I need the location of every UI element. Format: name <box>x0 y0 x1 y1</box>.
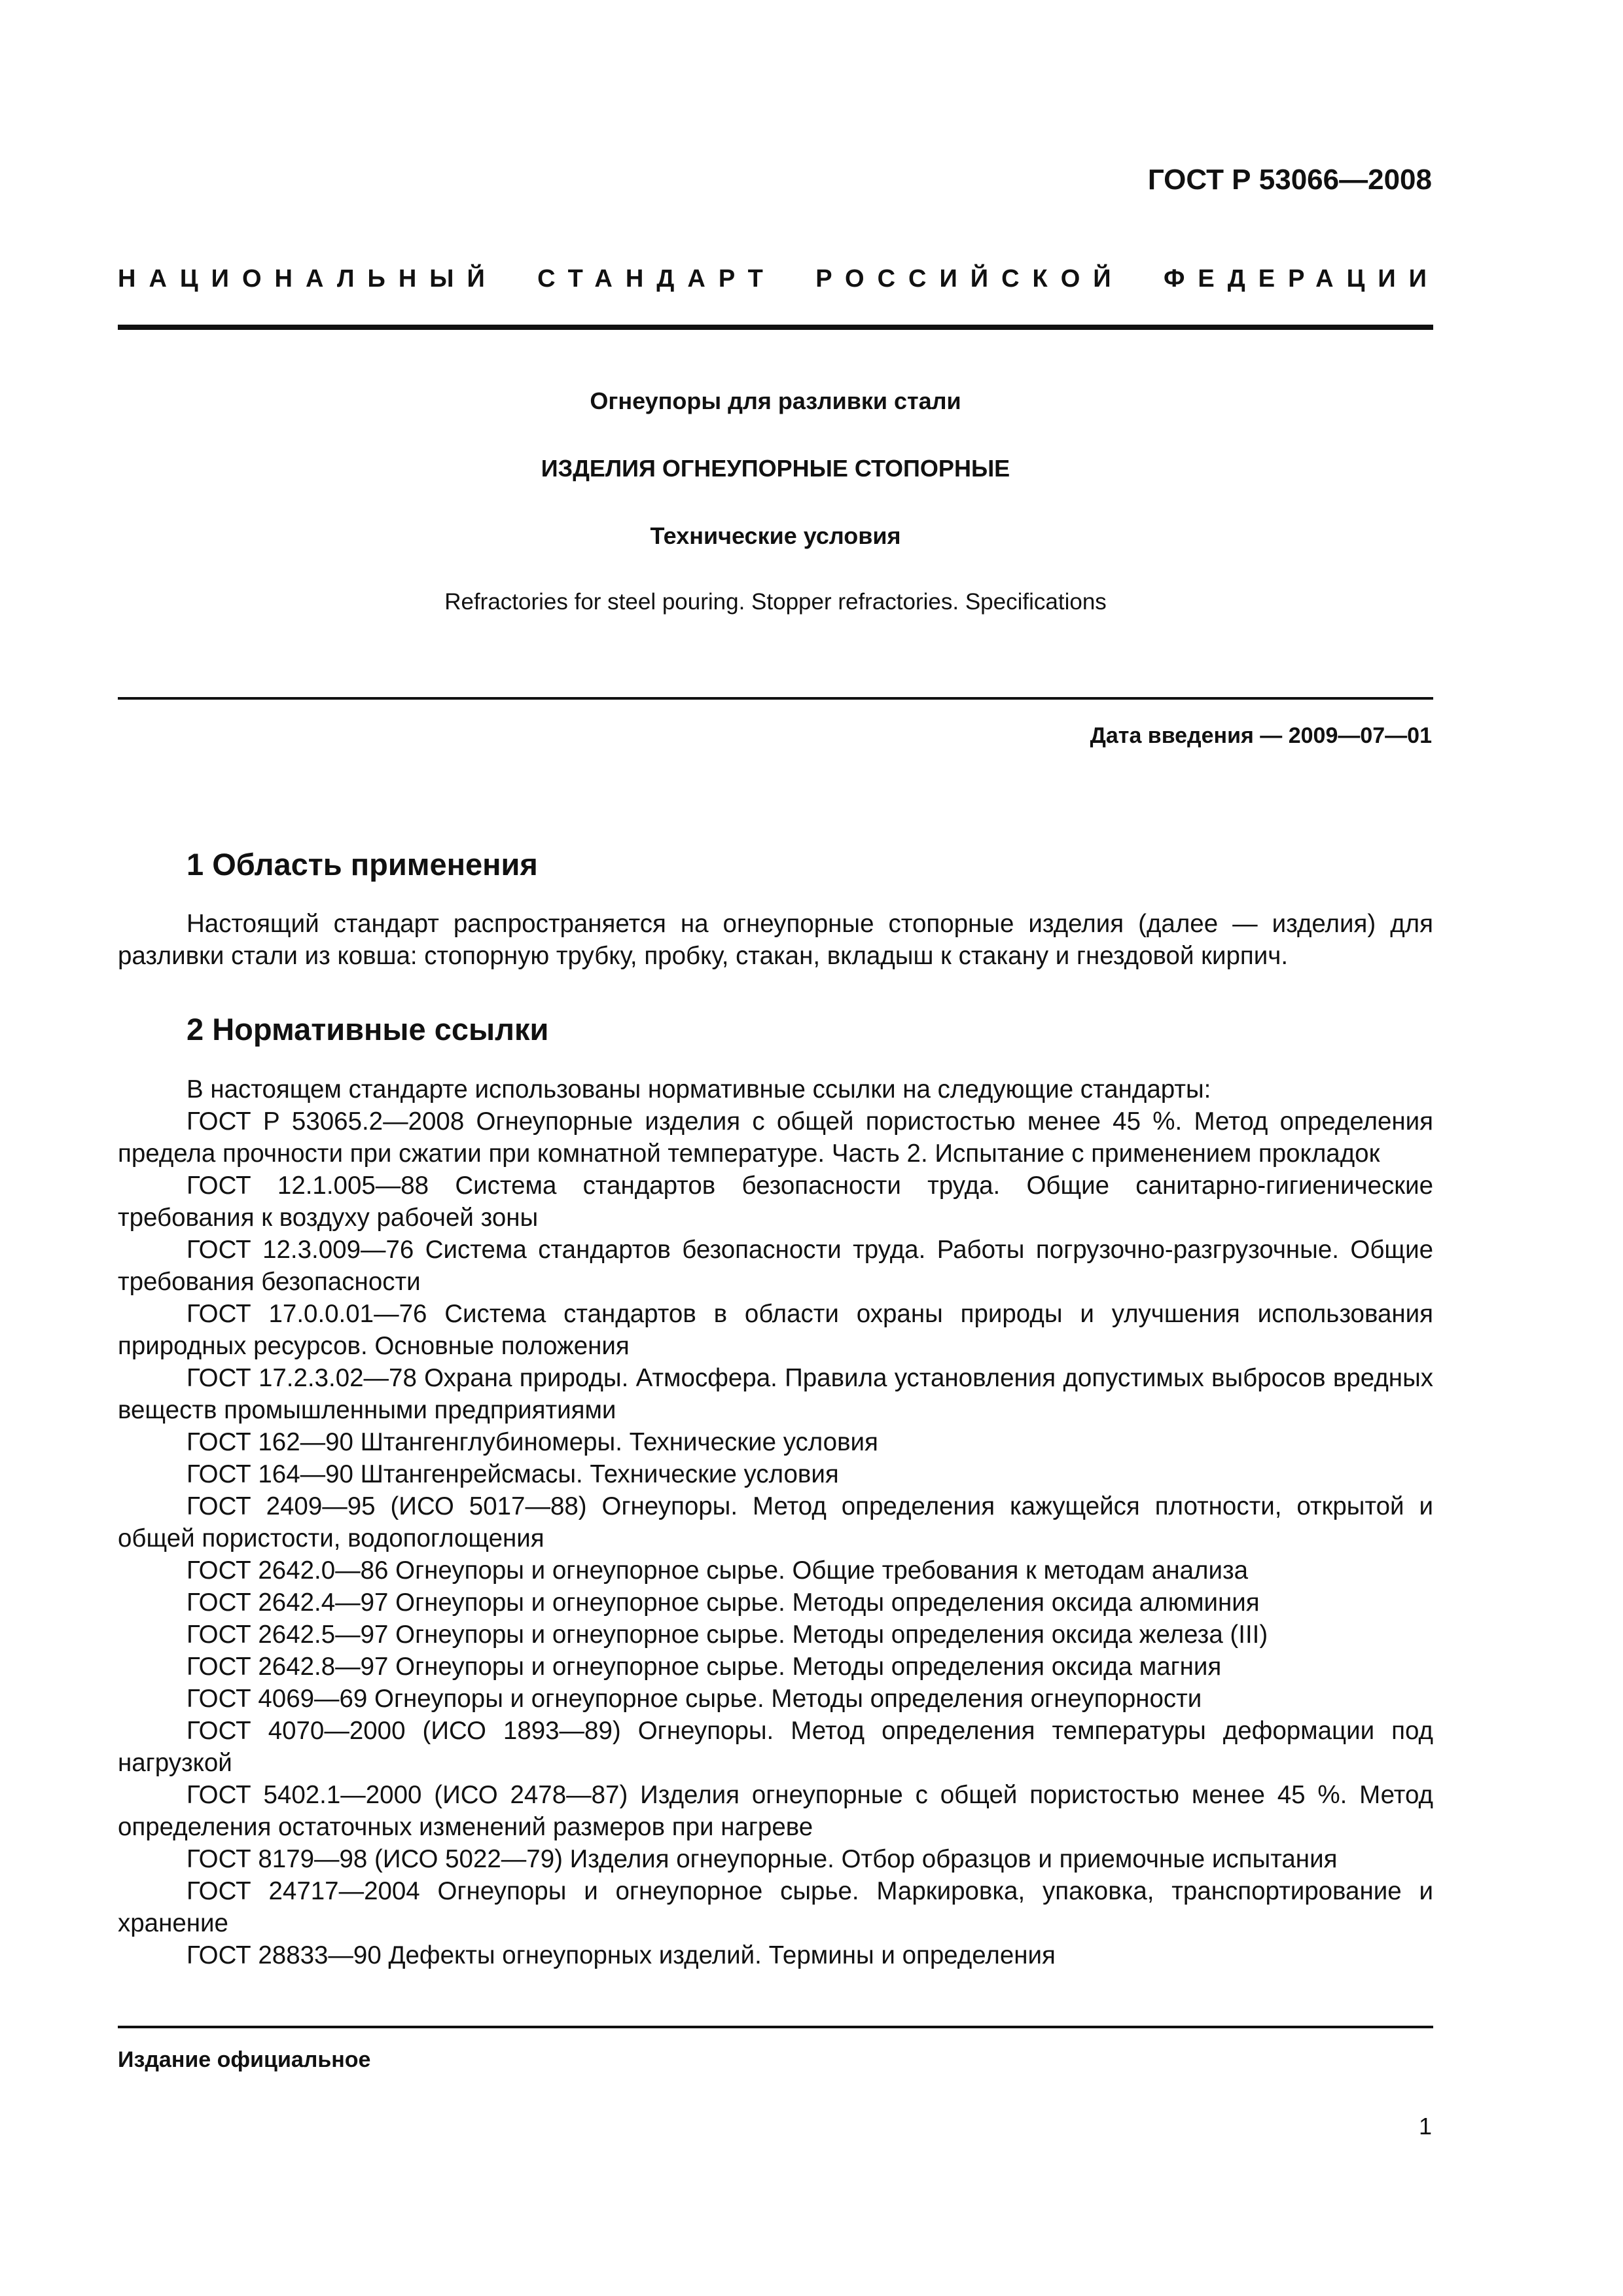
reference-item: ГОСТ Р 53065.2—2008 Огнеупорные изделия с общей пористостью менее 45 %. Метод определения предела прочности при сжатии при комнатной температуре. Часть 2. Испытание с применением прокладок <box>118 1107 1433 1168</box>
section-1-text: Настоящий стандарт распространяется на огнеупорные стопорные изделия (далее — изделия) для разливки стали из ковша: стопорную трубку, пробку, стакан, вкладыш к стакану и гнездовой кирпич. <box>118 910 1433 970</box>
title-line-3: Технические условия <box>650 522 901 549</box>
reference-item: ГОСТ 2642.5—97 Огнеупоры и огнеупорное сырье. Методы определения оксида железа (III) <box>187 1621 1268 1649</box>
reference-item: ГОСТ 4070—2000 (ИСО 1893—89) Огнеупоры. Метод определения температуры деформации под нагрузкой <box>118 1717 1433 1777</box>
introduction-date: Дата введения — 2009—07—01 <box>1090 723 1432 748</box>
header-divider <box>118 325 1433 330</box>
section-1-body <box>118 908 1433 972</box>
title-english: Refractories for steel pouring. Stopper refractories. Specifications <box>444 589 1107 615</box>
reference-item: ГОСТ 2642.8—97 Огнеупоры и огнеупорное сырье. Методы определения оксида магния <box>187 1653 1222 1681</box>
reference-item: ГОСТ 28833—90 Дефекты огнеупорных изделий. Термины и определения <box>187 1941 1056 1969</box>
banner-word: СТАНДАРТ <box>537 265 776 293</box>
page-number: 1 <box>1418 2113 1432 2140</box>
section-2-intro: В настоящем стандарте использованы нормативные ссылки на следующие стандарты: <box>187 1075 1211 1103</box>
section-1-heading: 1 Область применения <box>187 847 538 882</box>
reference-item: ГОСТ 164—90 Штангенрейсмасы. Технические условия <box>187 1460 839 1488</box>
reference-item: ГОСТ 4069—69 Огнеупоры и огнеупорное сырье. Методы определения огнеупорности <box>187 1685 1202 1713</box>
reference-item: ГОСТ 17.0.0.01—76 Система стандартов в области охраны природы и улучшения использования природных ресурсов. Основные положения <box>118 1300 1433 1360</box>
section-2-heading: 2 Нормативные ссылки <box>187 1012 549 1047</box>
reference-item: ГОСТ 2642.0—86 Огнеупоры и огнеупорное сырье. Общие требования к методам анализа <box>187 1556 1249 1585</box>
standard-banner <box>118 265 1440 293</box>
title-divider <box>118 697 1433 700</box>
reference-item: ГОСТ 162—90 Штангенглубиномеры. Технические условия <box>187 1428 878 1456</box>
banner-word: ФЕДЕРАЦИИ <box>1163 265 1440 293</box>
reference-item: ГОСТ 12.3.009—76 Система стандартов безопасности труда. Работы погрузочно-разгрузочные. Общие требования безопасности <box>118 1236 1433 1296</box>
footer-divider <box>118 2026 1433 2028</box>
reference-item: ГОСТ 2642.4—97 Огнеупоры и огнеупорное сырье. Методы определения оксида алюминия <box>187 1588 1260 1617</box>
banner-word: НАЦИОНАЛЬНЫЙ <box>118 265 498 293</box>
reference-item: ГОСТ 2409—95 (ИСО 5017—88) Огнеупоры. Метод определения кажущейся плотности, открытой и общей пористости, водопоглощения <box>118 1492 1433 1552</box>
title-line-1: Огнеупоры для разливки стали <box>590 387 961 414</box>
edition-label: Издание официальное <box>118 2047 371 2072</box>
reference-item: ГОСТ 12.1.005—88 Система стандартов безопасности труда. Общие санитарно-гигиенические требования к воздуху рабочей зоны <box>118 1172 1433 1232</box>
banner-word: РОССИЙСКОЙ <box>815 265 1124 293</box>
title-line-2: ИЗДЕЛИЯ ОГНЕУПОРНЫЕ СТОПОРНЫЕ <box>541 455 1010 482</box>
document-number: ГОСТ Р 53066—2008 <box>1147 164 1432 196</box>
reference-item: ГОСТ 8179—98 (ИСО 5022—79) Изделия огнеупорные. Отбор образцов и приемочные испытания <box>187 1845 1338 1873</box>
section-2-body <box>118 1073 1433 1971</box>
reference-item: ГОСТ 5402.1—2000 (ИСО 2478—87) Изделия огнеупорные с общей пористостью менее 45 %. Метод определения остаточных изменений размеров при нагреве <box>118 1781 1433 1841</box>
reference-item: ГОСТ 24717—2004 Огнеупоры и огнеупорное сырье. Маркировка, упаковка, транспортирование и хранение <box>118 1877 1433 1937</box>
reference-item: ГОСТ 17.2.3.02—78 Охрана природы. Атмосфера. Правила установления допустимых выбросов вредных веществ промышленными предприятиями <box>118 1364 1433 1424</box>
